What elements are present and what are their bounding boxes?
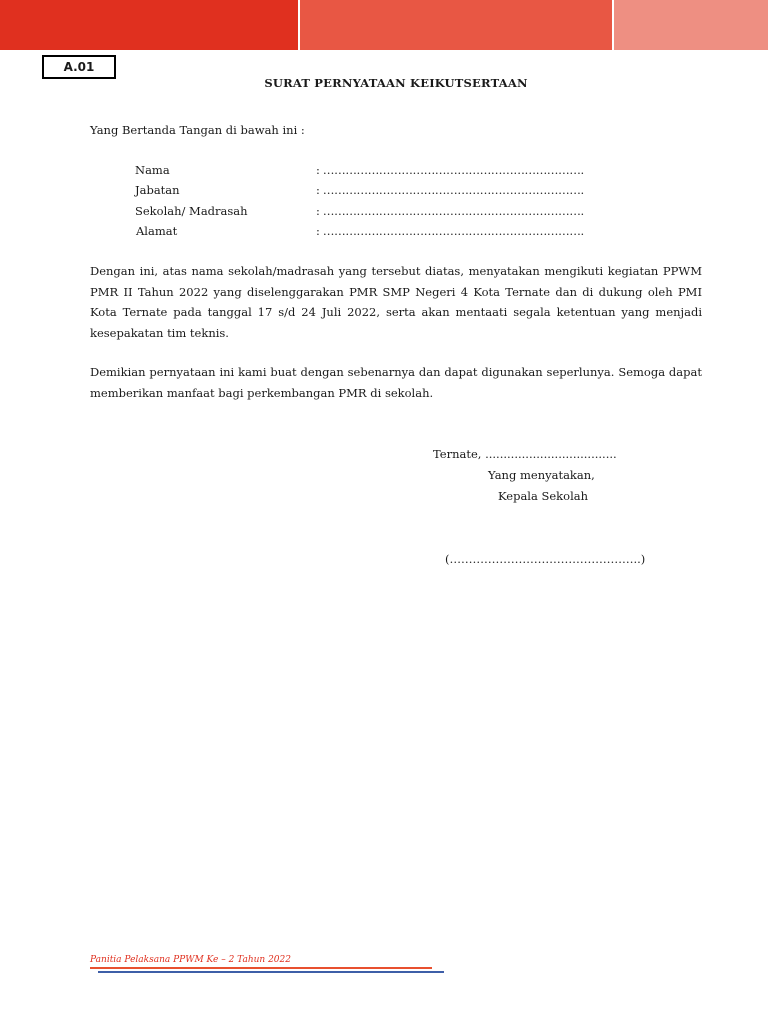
header-band-red: [0, 0, 298, 50]
footer-rule-red: [90, 967, 432, 969]
footer-text: Panitia Pelaksana PPWM Ke – 2 Tahun 2022: [90, 955, 291, 965]
field-label: Alamat: [136, 224, 178, 238]
field-label: Nama: [135, 163, 170, 177]
form-code: A.01: [63, 60, 95, 74]
signer-role: Kepala Sekolah: [498, 489, 589, 503]
document-title: SURAT PERNYATAAN KEIKUTSERTAAN: [264, 76, 528, 90]
signer-label: Yang menyatakan,: [488, 468, 595, 482]
signature-placeholder: (…………………………………………..): [445, 552, 646, 566]
field-label: Jabatan: [135, 183, 180, 197]
header-band-coral: [300, 0, 612, 50]
field-value: : …………………………………………………………….: [316, 163, 584, 177]
field-value: : …………………………………………………………….: [316, 183, 584, 197]
paragraph-statement: Dengan ini, atas nama sekolah/madrasah yang tersebut diatas, menyatakan mengikuti kegiatan PPWM PMR II Tahun 2022 yang diselenggarakan PMR SMP Negeri 4 Kota Ternate dan di dukung oleh PMI Kota Ternate pada tanggal 17 s/d 24 Juli 2022, serta akan mentaati segala ketentuan yang menjadi kesepakatan tim teknis.: [90, 264, 702, 340]
intro-text: Yang Bertanda Tangan di bawah ini :: [90, 123, 305, 137]
field-label: Sekolah/ Madrasah: [135, 204, 248, 218]
place-date: Ternate, ....................................: [433, 447, 617, 461]
field-value: : …………………………………………………………….: [316, 224, 584, 238]
paragraph-closing: Demikian pernyataan ini kami buat dengan sebenarnya dan dapat digunakan seperlunya. Semoga dapat memberikan manfaat bagi perkembangan PMR di sekolah.: [90, 365, 702, 400]
header-band-pink: [614, 0, 768, 50]
field-value: : …………………………………………………………….: [316, 204, 584, 218]
footer-rule-blue: [98, 971, 444, 973]
